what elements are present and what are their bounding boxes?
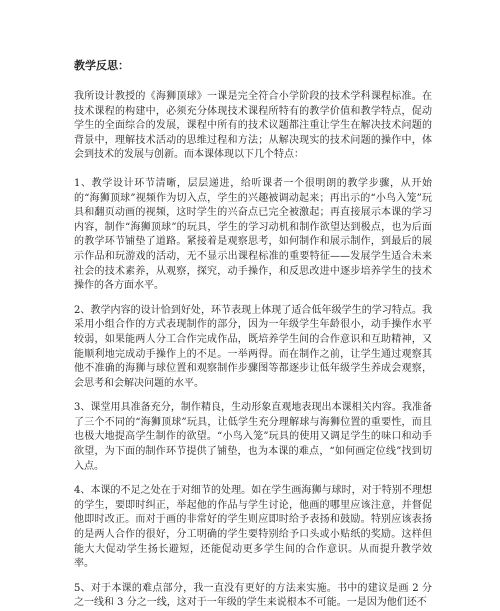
paragraph-point-1: 1、教学设计环节清晰，层层递进，给听课者一个很明朗的教学步骤，从开始的“海狮顶球”视频作为切入点，学生的兴趣被调动起来；再出示的“小鸟入笼”玩具和翻页动画的视频，这时学生的兴奋点已完全被激起；再直接展示本课的学习内容，制作“海狮顶球”的玩具，学生的学习动机和制作欲望达到极点，也为后面的教学环节铺垫了道路。紧接着是观察思考，如何制作和展示制作，到最后的展示作品和玩游戏的活动，无不显示出课程标准的重要特征——发展学生适合未来社会的技术素养，从观察，探究，动手操作，和反思改进中逐步培养学生的技术操作的各方面水平。 (74, 177, 432, 292)
paragraph-point-3: 3、课堂用具准备充分，制作精良，生动形象直观地表现出本课相关内容。我准备了三个不同的“海狮顶球”玩具，让低学生充分理解球与海狮位置的重要性，而且也极大地提高学生制作的欲望。“小鸟入笼”玩具的使用又调足学生的味口和动手欲望，为下面的制作环节提供了铺垫，也为本课的难点，“如何画定位线”找到切入点。 (74, 402, 432, 472)
paragraph-point-5: 5、对于本课的难点部分，我一直没有更好的方法来实施。书中的建议是画 2 分之一线和 3 分之一线，这对于一年级的学生来说根本不可能。一是因为他们还不 (74, 582, 432, 609)
paragraph-point-4: 4、本课的不足之处在于对细节的处理。如在学生画海狮与球时，对于特别不理想的学生，要即时纠正，举起他的作品与学生讨论，他画的哪里应该注意，并督促他即时改正。而对于画的非常好的学生则应即时给予表扬和鼓励。特别应该表扬的是两人合作的很好，分工明确的学生要特别给予口头或小贴纸的奖励。这样但能大大促动学生扬长避短，还能促动更多学生间的合作意识。从而提升教学效率。 (74, 485, 432, 570)
paragraph-intro: 我所设计教授的《海狮顶球》一课是完全符合小学阶段的技术学科课程标准。在技术课程的构建中，必须充分体现技术课程所特有的教学价值和教学特点，促动学生的全面综合的发展，课程中所有的技术议题都注重让学生在解决技术问题的背景中，理解技术活动的思维过程和方法；从解决现实的技术问题的操作中，体会到技术的发展与创新。而本课体现以下几个特点： (74, 91, 432, 161)
paragraph-point-2: 2、教学内容的设计恰到好处，环节表现上体现了适合低年级学生的学习特点。我采用小组合作的方式表现制作的部分，因为一年级学生年龄很小，动手操作水平较弱，如果能两人分工合作完成作品，既培养学生间的合作意识和互助精神，又能顺利地完成动手操作上的不足。一举两得。而在制作之前，让学生通过观察其他不准确的海狮与球位置和观察制作步骤图等都逐步让低年级学生养成会观察，会思考和会解决问题的水平。 (74, 304, 432, 389)
document-title: 教学反思： (74, 59, 129, 72)
